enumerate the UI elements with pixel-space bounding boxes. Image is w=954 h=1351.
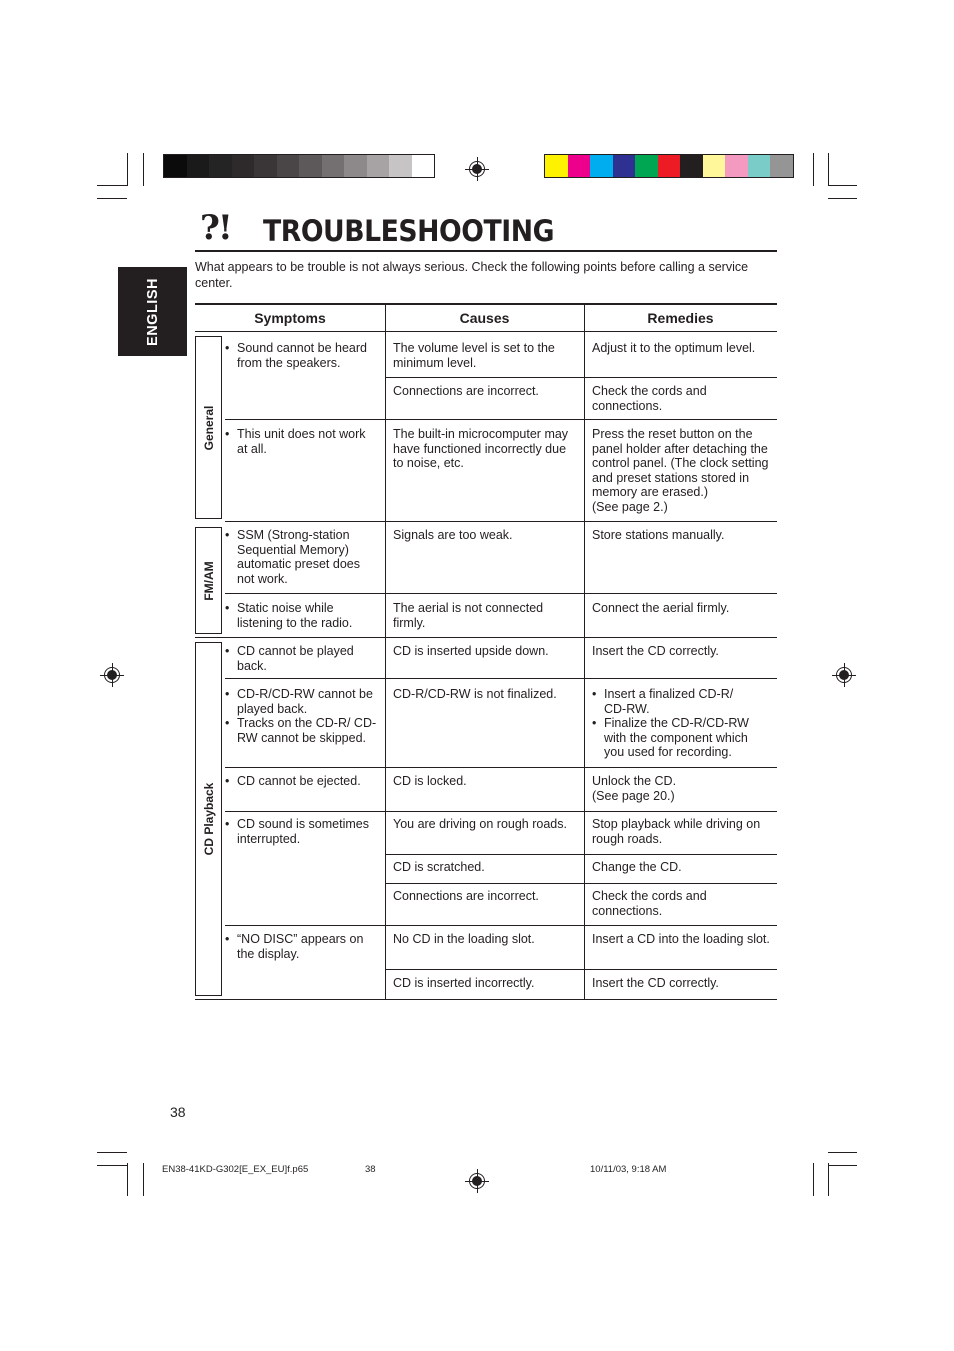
- table-row: [225, 817, 377, 846]
- category-cd-playback: [195, 642, 222, 996]
- row-rule: [225, 678, 777, 679]
- cause: You are driving on rough roads.: [393, 817, 567, 831]
- crop-mark: [143, 153, 144, 186]
- language-tab-label: ENGLISH: [144, 277, 161, 346]
- color-swatch: [568, 155, 591, 177]
- color-swatch: [545, 155, 568, 177]
- troubleshooting-icon: ?!: [200, 208, 231, 248]
- crop-mark: [828, 1165, 857, 1166]
- page-title: TROUBLESHOOTING: [263, 214, 555, 248]
- cause: The volume level is set to the minimum level.: [393, 341, 555, 370]
- color-swatch: [590, 155, 613, 177]
- symptom: • “NO DISC” appears on the display.: [225, 932, 377, 961]
- crop-mark: [97, 1152, 127, 1153]
- remedy: [592, 687, 755, 760]
- symptom: • Static noise while listening to the radio.: [225, 601, 377, 630]
- remedy-text: Press the reset button on the panel holder after detaching the control panel. (The clock setting and preset stations stored in memory are erased.): [592, 427, 769, 500]
- symptom: • CD sound is sometimes interrupted.: [225, 817, 377, 846]
- remedy-text: (See page 20.): [592, 788, 675, 803]
- header-causes: Causes: [459, 310, 510, 326]
- remedy-text: Unlock the CD.: [592, 774, 677, 788]
- color-swatch: [209, 155, 232, 177]
- category-cd-label: CD Playback: [201, 782, 216, 856]
- table-row: [225, 644, 377, 673]
- cause: CD is inserted upside down.: [393, 644, 549, 658]
- symptom: • Tracks on the CD-R/ CD-RW cannot be skipped.: [225, 716, 381, 745]
- category-fmam: [195, 527, 222, 634]
- color-swatch: [389, 155, 412, 177]
- table-row: [225, 601, 377, 630]
- crop-mark: [828, 185, 857, 186]
- cause: The aerial is not connected firmly.: [393, 601, 544, 630]
- cause: CD-R/CD-RW is not finalized.: [393, 687, 557, 701]
- color-swatch: [344, 155, 367, 177]
- language-tab: [118, 267, 187, 356]
- header-remedies: Remedies: [647, 310, 714, 326]
- column-rule: [584, 303, 585, 999]
- cause: CD is scratched.: [393, 860, 485, 874]
- sub-row-rule: [385, 377, 777, 378]
- registration-mark-icon: [832, 663, 856, 687]
- table-row: [225, 528, 377, 586]
- color-swatch: [322, 155, 345, 177]
- row-rule: [195, 999, 777, 1000]
- table-row: [225, 341, 377, 370]
- row-rule: [225, 811, 777, 812]
- crop-mark: [813, 153, 814, 186]
- crop-mark: [127, 153, 128, 186]
- color-swatch: [703, 155, 726, 177]
- color-swatch: [658, 155, 681, 177]
- footer-page: 38: [365, 1164, 376, 1175]
- intro-text: What appears to be trouble is not always serious. Check the following points before calling a service center.: [195, 260, 749, 290]
- title-rule: [195, 250, 777, 252]
- remedy: Insert the CD correctly.: [592, 976, 719, 990]
- color-swatch: [680, 155, 703, 177]
- remedy-text: (See page 2.): [592, 499, 668, 514]
- crop-mark: [828, 1152, 857, 1153]
- footer-date: 10/11/03, 9:18 AM: [590, 1164, 667, 1175]
- column-rule: [385, 303, 386, 999]
- row-rule: [225, 419, 777, 420]
- page-number: 38: [170, 1104, 186, 1120]
- table-rule: [195, 303, 777, 305]
- cause: The built-in microcomputer may have functioned incorrectly due to noise, etc.: [393, 427, 569, 471]
- color-swatch: [748, 155, 771, 177]
- grey-scale-bar: [163, 154, 435, 178]
- table-rule: [195, 331, 777, 332]
- cause: Connections are incorrect.: [393, 384, 539, 398]
- cause: Connections are incorrect.: [393, 889, 539, 903]
- registration-mark-icon: [465, 157, 489, 181]
- color-swatch: [232, 155, 255, 177]
- crop-mark: [828, 153, 829, 186]
- category-fmam-label: FM/AM: [201, 560, 216, 601]
- row-rule: [195, 637, 777, 638]
- crop-mark: [813, 1163, 814, 1196]
- color-bar: [544, 154, 794, 178]
- remedy-text: • Finalize the CD-R/CD-RW with the component which you used for recording.: [592, 716, 755, 760]
- row-rule: [225, 925, 777, 926]
- remedy: Store stations manually.: [592, 528, 725, 542]
- sub-row-rule: [385, 883, 777, 884]
- color-swatch: [299, 155, 322, 177]
- color-swatch: [254, 155, 277, 177]
- color-swatch: [770, 155, 793, 177]
- color-swatch: [164, 155, 187, 177]
- cause: No CD in the loading slot.: [393, 932, 535, 946]
- remedy: Stop playback while driving on rough roads.: [592, 817, 761, 846]
- remedy: Check the cords and connections.: [592, 384, 707, 413]
- remedy: Insert the CD correctly.: [592, 644, 719, 658]
- cause: CD is locked.: [393, 774, 467, 788]
- header-symptoms: Symptoms: [254, 310, 326, 326]
- crop-mark: [828, 1163, 829, 1196]
- crop-mark: [127, 1163, 128, 1196]
- color-swatch: [725, 155, 748, 177]
- table-row: [225, 687, 381, 745]
- sub-row-rule: [385, 969, 777, 970]
- table-row: [225, 932, 377, 961]
- table-row: [225, 427, 377, 456]
- remedy: Change the CD.: [592, 860, 682, 874]
- symptom: • CD cannot be played back.: [225, 644, 377, 673]
- symptom: • CD cannot be ejected.: [225, 774, 377, 789]
- color-swatch: [635, 155, 658, 177]
- symptom: • Sound cannot be heard from the speakers.: [225, 341, 377, 370]
- crop-mark: [97, 198, 127, 199]
- crop-mark: [97, 185, 127, 186]
- color-swatch: [367, 155, 390, 177]
- row-rule: [225, 521, 777, 522]
- row-rule: [225, 767, 777, 768]
- symptom: • CD-R/CD-RW cannot be played back.: [225, 687, 381, 716]
- color-swatch: [187, 155, 210, 177]
- crop-mark: [828, 198, 857, 199]
- remedy: Insert a CD into the loading slot.: [592, 932, 770, 946]
- registration-mark-icon: [100, 663, 124, 687]
- remedy: [592, 427, 777, 515]
- symptom: • This unit does not work at all.: [225, 427, 377, 456]
- crop-mark: [143, 1163, 144, 1196]
- table-row: [225, 774, 377, 789]
- row-rule: [225, 593, 777, 594]
- remedy-text: • Insert a finalized CD-R/ CD-RW.: [592, 687, 755, 716]
- remedy: Check the cords and connections.: [592, 889, 707, 918]
- symptom: • SSM (Strong-station Sequential Memory) automatic preset does not work.: [225, 528, 377, 586]
- color-swatch: [277, 155, 300, 177]
- footer-filename: EN38-41KD-G302[E_EX_EU]f.p65: [162, 1164, 309, 1175]
- category-general-label: General: [201, 405, 216, 450]
- remedy: Adjust it to the optimum level.: [592, 341, 756, 355]
- registration-mark-icon: [465, 1169, 489, 1193]
- cause: Signals are too weak.: [393, 528, 513, 542]
- category-general: [195, 336, 222, 519]
- remedy: [592, 774, 775, 803]
- remedy: Connect the aerial firmly.: [592, 601, 730, 615]
- cause: CD is inserted incorrectly.: [393, 976, 535, 990]
- color-swatch: [412, 155, 435, 177]
- color-swatch: [613, 155, 636, 177]
- crop-mark: [97, 1165, 127, 1166]
- sub-row-rule: [385, 854, 777, 855]
